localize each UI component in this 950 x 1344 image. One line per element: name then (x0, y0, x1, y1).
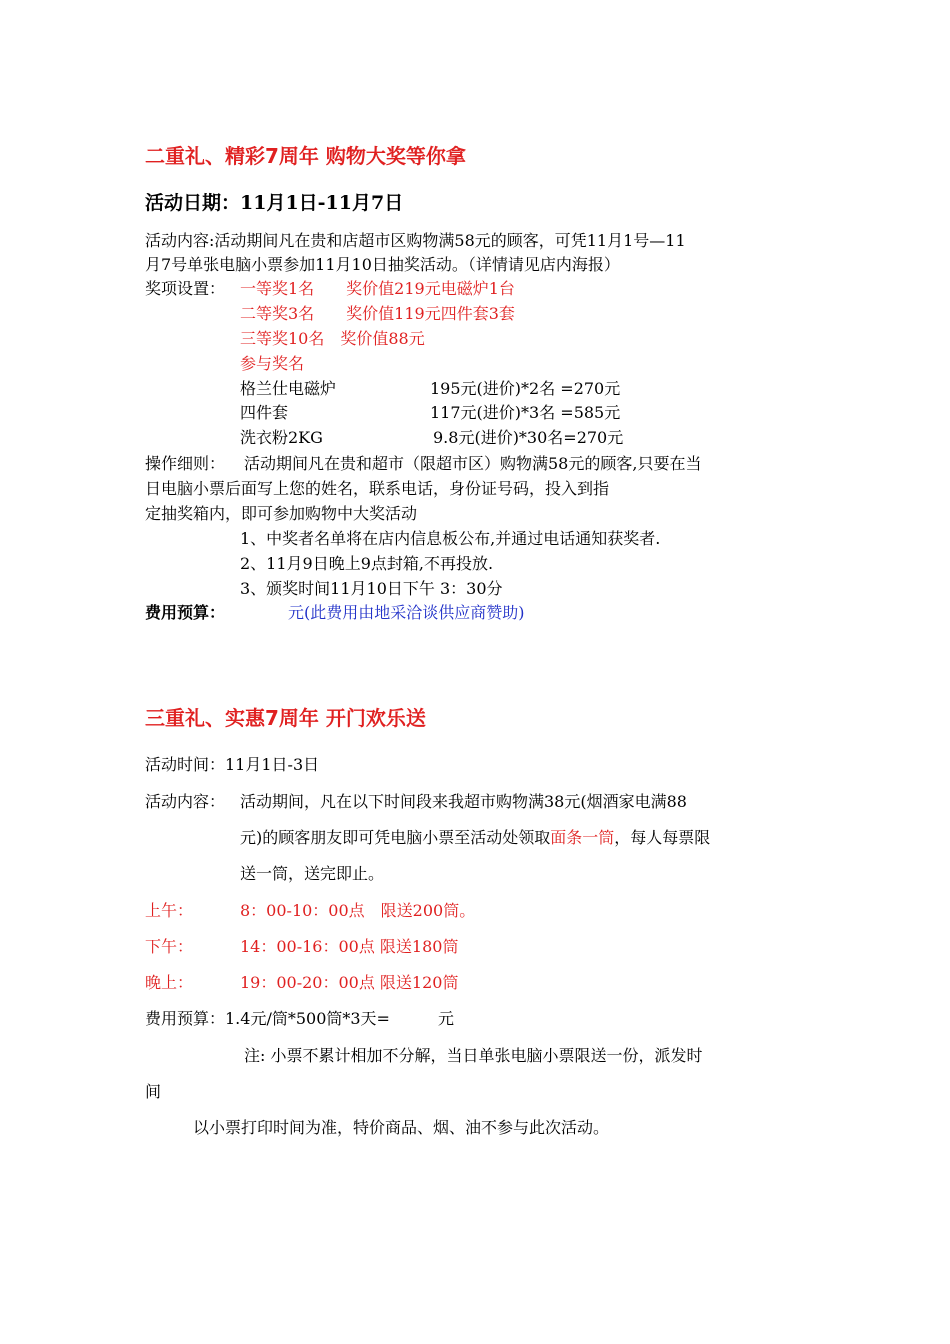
slot-value: 19：00-20：00点 限送120筒 (240, 973, 459, 992)
cost-calc: 117元(进价)*3名 =585元 (430, 403, 621, 422)
ops-rule-3: 3、颁奖时间11月10日下午 3：30分 (240, 579, 503, 598)
section2-date: 活动日期：11月1日-11月7日 (145, 192, 404, 214)
slot-label: 上午： (145, 901, 194, 920)
section3-time: 活动时间：11月1日-3日 (145, 755, 320, 774)
section2-title: 二重礼、精彩7周年 购物大奖等你拿 (145, 144, 466, 168)
section3-content-line3: 送一筒，送完即止。 (240, 864, 385, 883)
cost-item: 格兰仕电磁炉 (240, 379, 337, 398)
prize-second: 二等奖3名 奖价值119元四件套3套 (240, 304, 515, 323)
ops-rule-1: 1、中奖者名单将在店内信息板公布,并通过电话通知获奖者. (240, 529, 661, 548)
prize-participation: 参与奖名 (240, 354, 305, 373)
slot-label: 下午： (145, 937, 194, 956)
cost-calc: 9.8元(进价)*30名=270元 (433, 428, 624, 447)
prize-first: 一等奖1名 奖价值219元电磁炉1台 (240, 279, 515, 298)
section3-title: 三重礼、实惠7周年 开门欢乐送 (145, 706, 426, 730)
note-line3: 以小票打印时间为准，特价商品、烟、油不参与此次活动。 (193, 1118, 610, 1137)
note-line1: 注: 小票不累计相加不分解，当日单张电脑小票限送一份，派发时 (244, 1046, 703, 1065)
content-text: ，每人每票限 (614, 828, 711, 847)
slot-label: 晚上： (145, 973, 194, 992)
gift-highlight: 面条一筒 (550, 828, 615, 847)
prize-third: 三等奖10名 奖价值88元 (240, 329, 425, 348)
section3-content-line2 (240, 825, 710, 850)
note-line2: 间 (145, 1082, 162, 1101)
ops-line: 日电脑小票后面写上您的姓名，联系电话，身份证号码，投入到指 (145, 479, 610, 498)
section3-content-label: 活动内容： (145, 792, 226, 811)
ops-line: 活动期间凡在贵和超市（限超市区）购物满58元的顾客,只要在当 (244, 454, 702, 473)
ops-rule-2: 2、11月9日晚上9点封箱,不再投放. (240, 554, 494, 573)
section2-content-line1: 活动内容:活动期间凡在贵和店超市区购物满58元的顾客，可凭11月1号—11 (145, 231, 686, 250)
content-text: 元)的顾客朋友即可凭电脑小票至活动处领取 (240, 828, 551, 847)
slot-value: 14：00-16：00点 限送180筒 (240, 937, 459, 956)
budget-value: 元(此费用由地采洽谈供应商赞助) (288, 603, 525, 622)
section2-content-line2: 月7号单张电脑小票参加11月10日抽奖活动。（详情请见店内海报） (145, 255, 620, 274)
cost-calc: 195元(进价)*2名 =270元 (430, 379, 621, 398)
section3-budget: 费用预算：1.4元/筒*500筒*3天= 元 (145, 1009, 454, 1028)
ops-label: 操作细则： (145, 454, 226, 473)
budget-label: 费用预算： (145, 603, 226, 622)
prize-label: 奖项设置： (145, 279, 226, 298)
slot-value: 8：00-10：00点 限送200筒。 (240, 901, 476, 920)
cost-item: 四件套 (240, 403, 289, 422)
ops-line: 定抽奖箱内，即可参加购物中大奖活动 (145, 504, 418, 523)
section3-content-line1: 活动期间，凡在以下时间段来我超市购物满38元(烟酒家电满88 (240, 792, 687, 811)
cost-item: 洗衣粉2KG (240, 428, 323, 447)
